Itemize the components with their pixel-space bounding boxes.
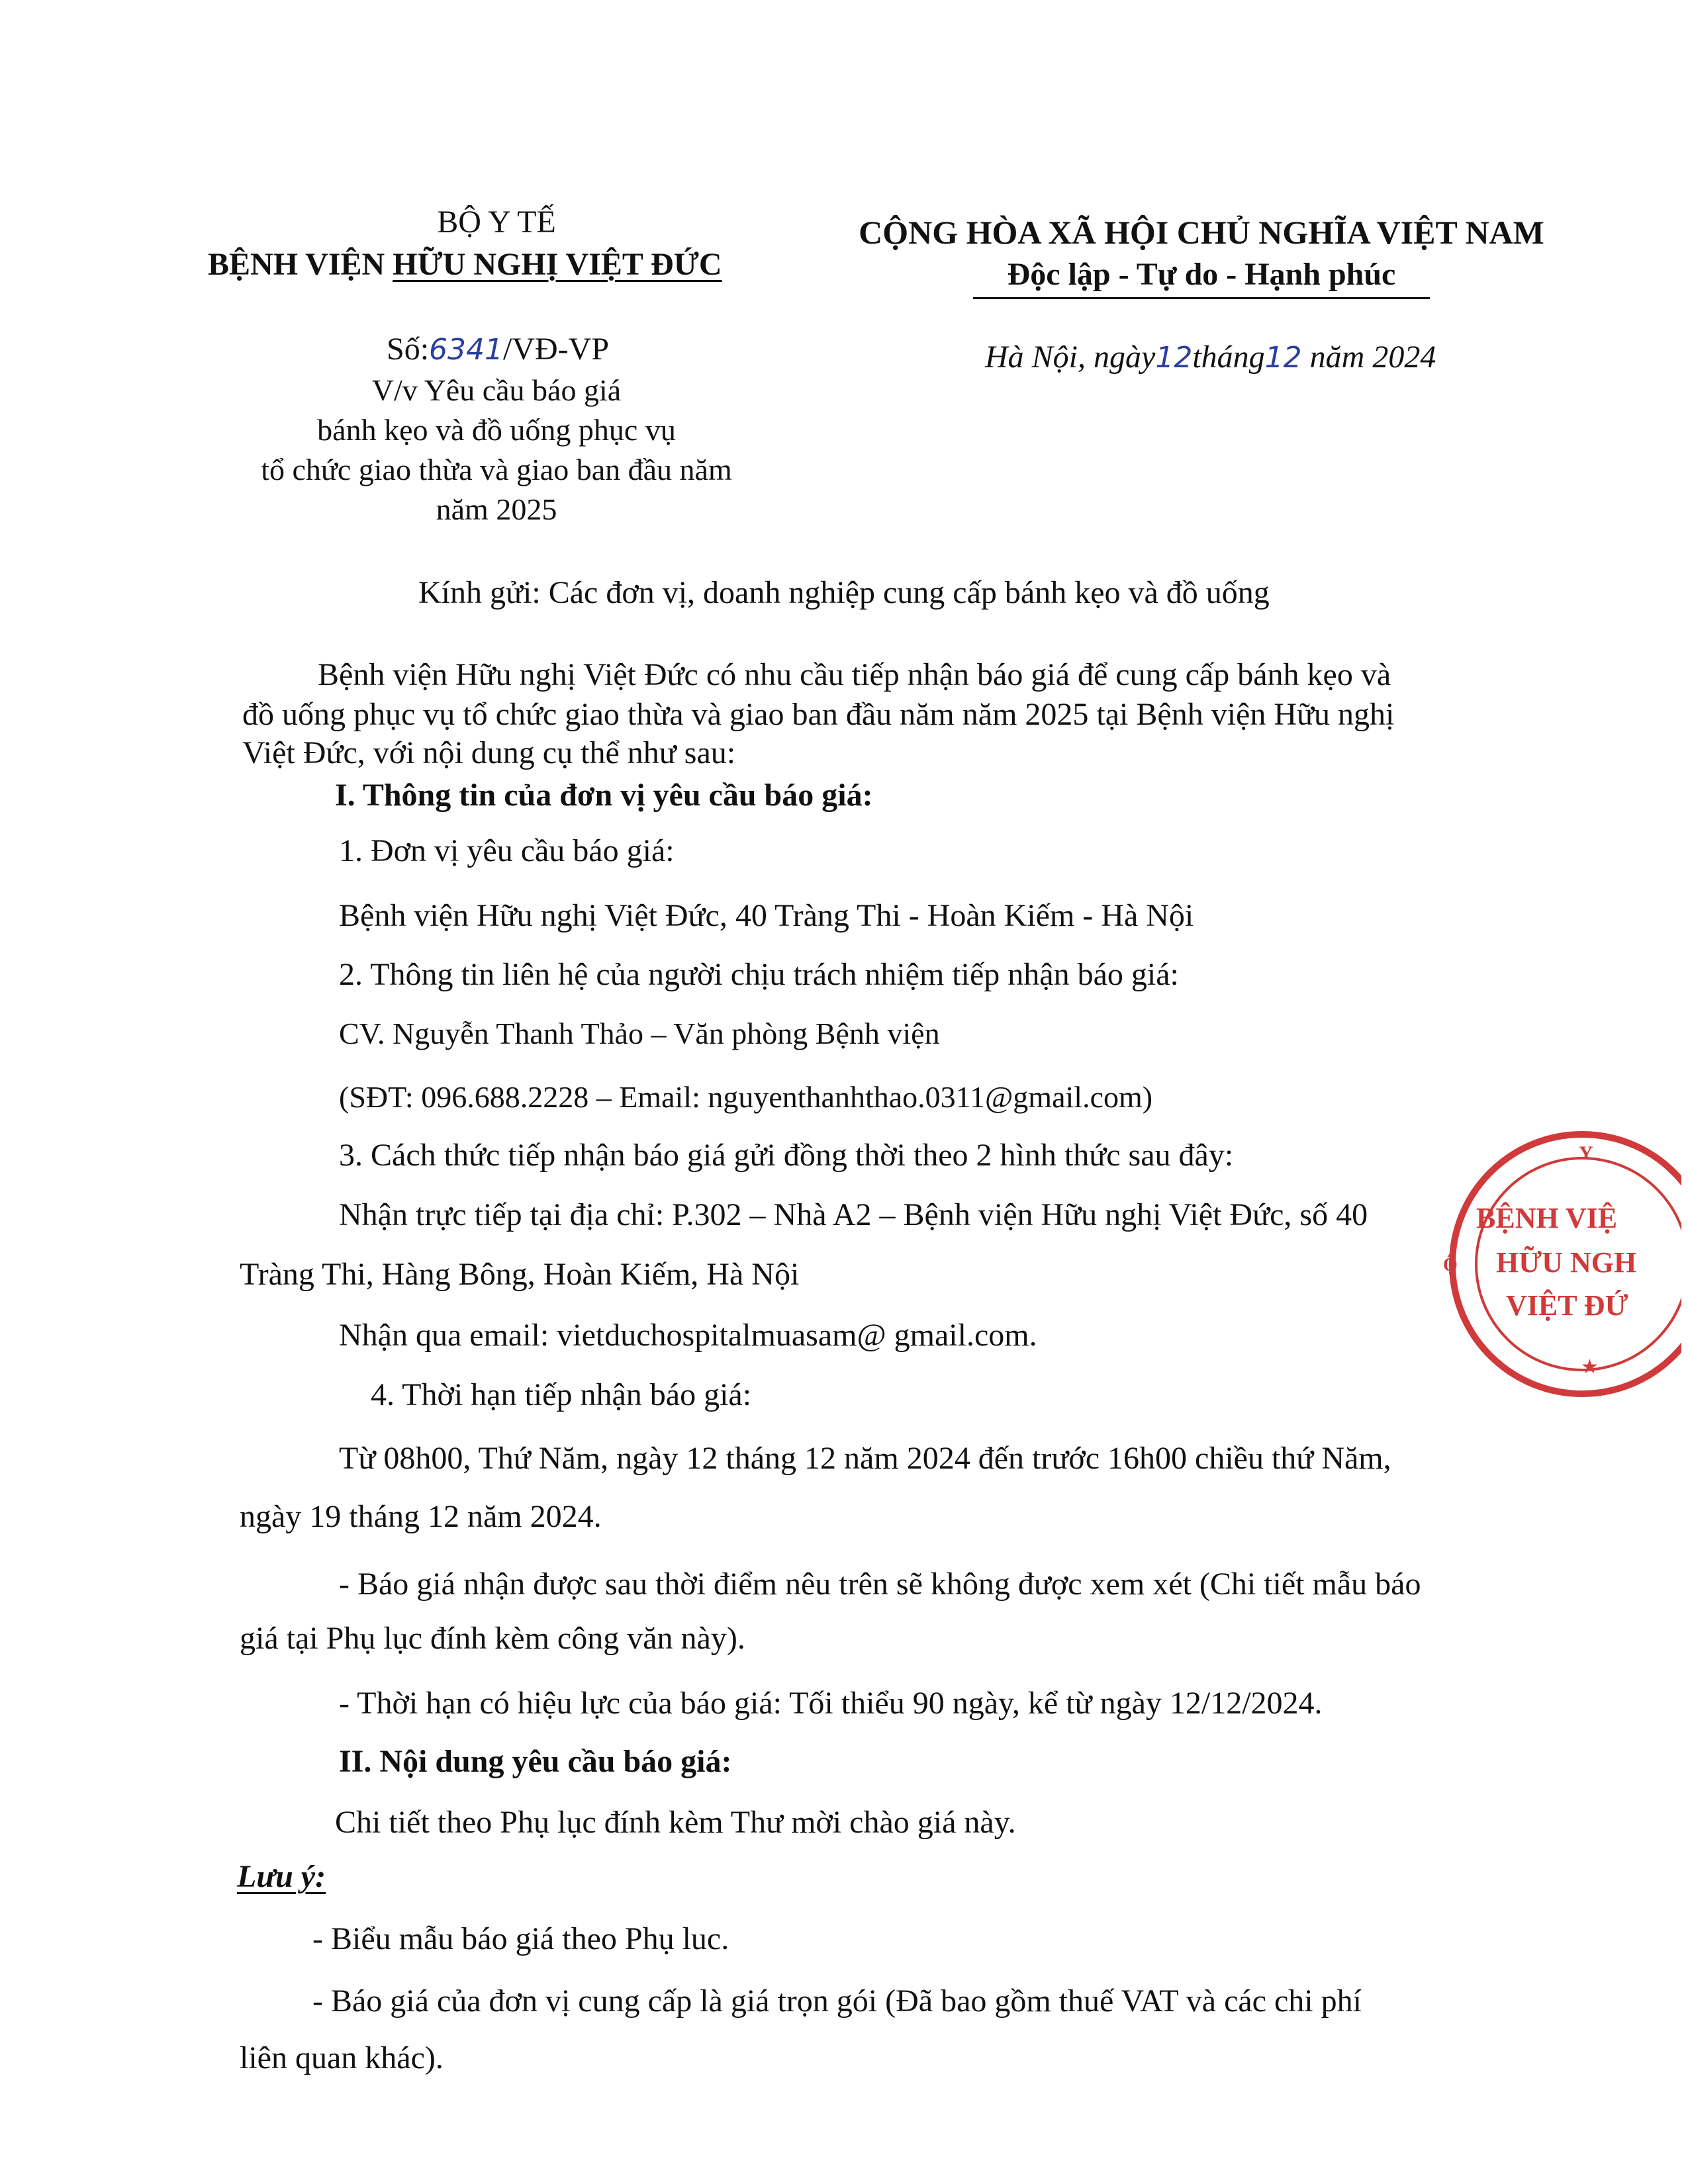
stamp-line-1: BỆNH VIỆ xyxy=(1476,1202,1618,1234)
motto: Độc lập - Tự do - Hạnh phúc xyxy=(1007,257,1396,292)
date-month-handwritten: 12 xyxy=(1264,341,1302,375)
hospital-name-underlined: HỮU NGHỊ VIỆT ĐỨC xyxy=(393,247,722,282)
notes-title: Lưu ý: xyxy=(237,1859,326,1894)
item-1-title: 1. Đơn vị yêu cầu báo giá: xyxy=(339,833,675,868)
item-4-line-2: ngày 19 tháng 12 năm 2024. xyxy=(240,1499,602,1534)
country-name: CỘNG HÒA XÃ HỘI CHỦ NGHĨA VIỆT NAM xyxy=(859,214,1544,251)
subject-line-4: năm 2025 xyxy=(436,492,557,526)
stamp-side-letter: Ộ xyxy=(1443,1255,1458,1275)
item-2-person: CV. Nguyễn Thanh Thảo – Văn phòng Bệnh viện xyxy=(339,1017,940,1050)
document-number xyxy=(387,330,609,370)
item-1-body: Bệnh viện Hữu nghị Việt Đức, 40 Tràng Thi - Hoàn Kiếm - Hà Nội xyxy=(339,898,1194,933)
stamp-line-3: VIỆT ĐỨ xyxy=(1506,1289,1628,1322)
section-2-body: Chi tiết theo Phụ lục đính kèm Thư mời chào giá này. xyxy=(335,1805,1016,1840)
section-2-heading: II. Nội dung yêu cầu báo giá: xyxy=(339,1744,732,1779)
item-2-title: 2. Thông tin liên hệ của người chịu trách nhiệm tiếp nhận báo giá: xyxy=(339,957,1179,992)
intro-line-1: Bệnh viện Hữu nghị Việt Đức có nhu cầu tiếp nhận báo giá để cung cấp bánh kẹo và xyxy=(318,657,1391,692)
subject-line-3: tổ chức giao thừa và giao ban đầu năm xyxy=(261,453,732,486)
item-4-line-1: Từ 08h00, Thứ Năm, ngày 12 tháng 12 năm 2024 đến trước 16h00 chiều thứ Năm, xyxy=(339,1441,1391,1476)
document-number-handwritten: 6341 xyxy=(429,333,504,367)
note-1-line-1: - Báo giá nhận được sau thời điểm nêu trên sẽ không được xem xét (Chi tiết mẫu báo xyxy=(339,1567,1421,1602)
section-1-heading: I. Thông tin của đơn vị yêu cầu báo giá: xyxy=(335,778,873,813)
star-icon: ★ xyxy=(1581,1355,1599,1379)
notes-item-2-line-1: - Báo giá của đơn vị cung cấp là giá trọn gói (Đã bao gồm thuế VAT và các chi phí xyxy=(312,1983,1362,2019)
item-3-email: Nhận qua email: vietduchospitalmuasam@ gmail.com. xyxy=(339,1318,1037,1353)
date-prefix: Hà Nội, ngày xyxy=(985,340,1156,375)
date-day-handwritten: 12 xyxy=(1155,341,1193,375)
official-stamp xyxy=(1430,1125,1681,1403)
hospital-name-prefix: BỆNH VIỆN xyxy=(208,247,393,282)
notes-item-1: - Biểu mẫu báo giá theo Phụ luc. xyxy=(312,1921,729,1956)
ministry-name: BỘ Y TẾ xyxy=(437,205,556,240)
item-2-contact: (SĐT: 096.688.2228 – Email: nguyenthanhthao.0311@gmail.com) xyxy=(339,1080,1153,1114)
stamp-line-2: HỮU NGH xyxy=(1496,1246,1637,1279)
item-3-direct-line-1: Nhận trực tiếp tại địa chỉ: P.302 – Nhà A2 – Bệnh viện Hữu nghị Việt Đức, số 40 xyxy=(339,1197,1368,1232)
date-month-label: tháng xyxy=(1192,340,1265,375)
item-4-title: 4. Thời hạn tiếp nhận báo giá: xyxy=(371,1377,752,1412)
motto-underline xyxy=(973,297,1430,299)
item-3-direct-line-2: Tràng Thi, Hàng Bông, Hoàn Kiếm, Hà Nội xyxy=(240,1257,800,1292)
date-year: năm 2024 xyxy=(1309,340,1436,375)
official-stamp-graphic xyxy=(1430,1125,1681,1403)
item-3-title: 3. Cách thức tiếp nhận báo giá gửi đồng thời theo 2 hình thức sau đây: xyxy=(339,1138,1234,1173)
note-2: - Thời hạn có hiệu lực của báo giá: Tối thiểu 90 ngày, kể từ ngày 12/12/2024. xyxy=(339,1686,1323,1721)
intro-line-3: Việt Đức, với nội dung cụ thể như sau: xyxy=(242,735,736,770)
recipient-line: Kính gửi: Các đơn vị, doanh nghiệp cung cấp bánh kẹo và đồ uống xyxy=(418,575,1270,610)
subject-line-1: V/v Yêu cầu báo giá xyxy=(371,373,622,407)
document-number-prefix: Số: xyxy=(387,332,430,367)
notes-item-2-line-2: liên quan khác). xyxy=(240,2040,444,2075)
intro-line-2: đồ uống phục vụ tổ chức giao thừa và giao ban đầu năm năm 2025 tại Bệnh viện Hữu nghị xyxy=(242,697,1395,732)
stamp-top-letter: Y xyxy=(1579,1142,1593,1164)
hospital-name xyxy=(208,245,722,285)
issue-date xyxy=(985,338,1436,378)
note-1-line-2: giá tại Phụ lục đính kèm công văn này). xyxy=(240,1621,745,1656)
subject-line-2: bánh kẹo và đồ uống phục vụ xyxy=(317,413,676,447)
document-number-suffix: /VĐ-VP xyxy=(503,332,610,367)
